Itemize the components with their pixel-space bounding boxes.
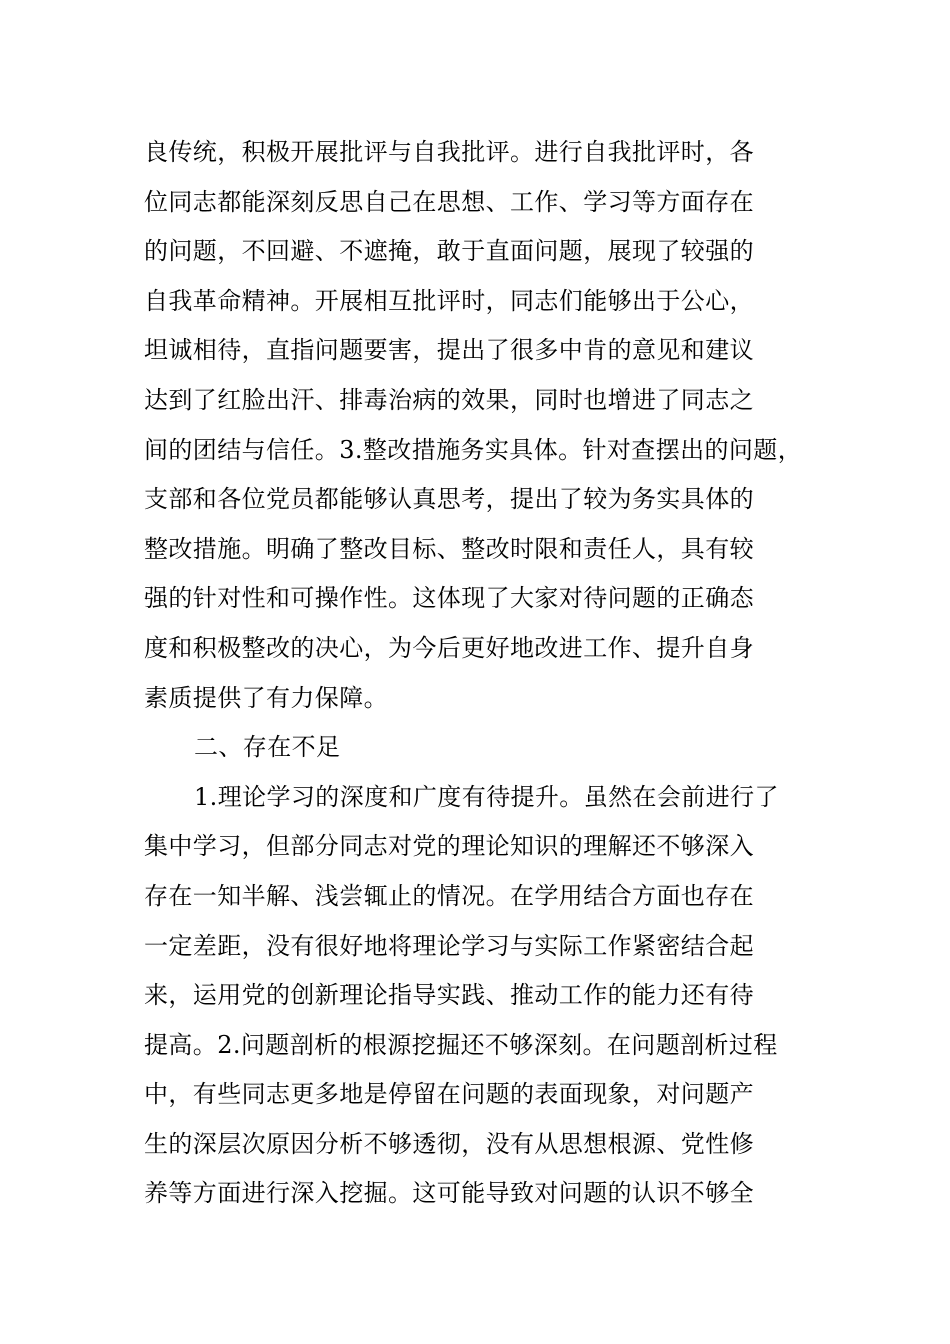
text-line: 养等方面进行深入挖掘。这可能导致对问题的认识不够全 bbox=[144, 1179, 754, 1208]
text-line: 来，运用党的创新理论指导实践、推动工作的能力还有待 bbox=[144, 981, 754, 1010]
text-line: 一定差距，没有很好地将理论学习与实际工作紧密结合起 bbox=[144, 931, 754, 960]
text-line: 素质提供了有力保障。 bbox=[144, 683, 388, 712]
text-line: 达到了红脸出汗、排毒治病的效果，同时也增进了同志之 bbox=[144, 385, 754, 414]
text-line: 存在一知半解、浅尝辄止的情况。在学用结合方面也存在 bbox=[144, 881, 754, 910]
text-line: 的问题，不回避、不遮掩，敢于直面问题，展现了较强的 bbox=[144, 237, 754, 266]
body-text bbox=[144, 128, 844, 1219]
text-line: 强的针对性和可操作性。这体现了大家对待问题的正确态 bbox=[144, 584, 754, 613]
text-line: 生的深层次原因分析不够透彻，没有从思想根源、党性修 bbox=[144, 1129, 754, 1158]
text-line: 整改措施。明确了整改目标、整改时限和责任人，具有较 bbox=[144, 534, 754, 563]
text-line: 良传统，积极开展批评与自我批评。进行自我批评时，各 bbox=[144, 138, 754, 166]
text-line: 间的团结与信任。3.整改措施务实具体。针对查摆出的问题， bbox=[144, 435, 803, 464]
text-line: 中，有些同志更多地是停留在问题的表面现象，对问题产 bbox=[144, 1080, 754, 1109]
text-line: 1.理论学习的深度和广度有待提升。虽然在会前进行了 bbox=[194, 782, 779, 811]
text-line: 提高。2.问题剖析的根源挖掘还不够深刻。在问题剖析过程 bbox=[144, 1030, 778, 1059]
section-heading: 二、存在不足 bbox=[194, 733, 341, 762]
text-line: 坦诚相待，直指问题要害，提出了很多中肯的意见和建议 bbox=[144, 336, 754, 365]
text-line: 集中学习，但部分同志对党的理论知识的理解还不够深入 bbox=[144, 832, 754, 861]
text-line: 度和积极整改的决心，为今后更好地改进工作、提升自身 bbox=[144, 633, 754, 662]
text-line: 自我革命精神。开展相互批评时，同志们能够出于公心， bbox=[144, 286, 754, 315]
text-line: 支部和各位党员都能够认真思考，提出了较为务实具体的 bbox=[144, 485, 754, 514]
text-line: 位同志都能深刻反思自己在思想、工作、学习等方面存在 bbox=[144, 187, 754, 216]
